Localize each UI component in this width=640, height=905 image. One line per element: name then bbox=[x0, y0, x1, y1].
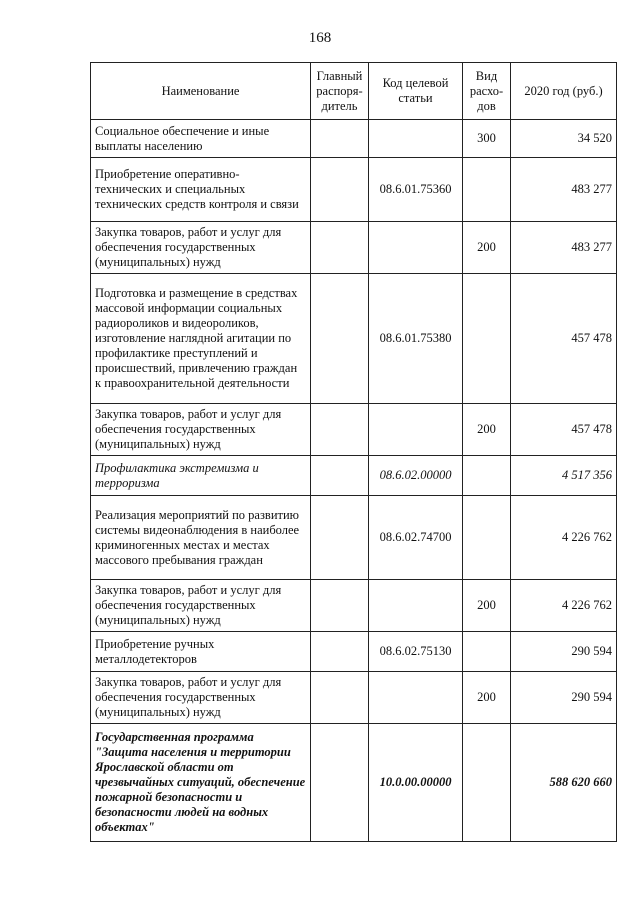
table-row bbox=[91, 724, 617, 842]
row-manager-cell bbox=[311, 274, 369, 404]
row-name-cell: Профилактика экстремизма и терроризма bbox=[91, 456, 311, 496]
header-name: Наименование bbox=[91, 63, 311, 120]
row-manager-cell bbox=[311, 456, 369, 496]
row-amount-cell: 34 520 bbox=[511, 120, 617, 158]
table-body bbox=[91, 120, 617, 842]
page-number: 168 bbox=[308, 30, 332, 46]
row-name-cell: Подготовка и размещение в средствах массовой информации социальных радиороликов и видеороликов, изготовление наглядной агитации по профилактике преступлений и происшествий, привлечению граждан к правоохранительной деятельности bbox=[91, 274, 311, 404]
row-expense-type-cell bbox=[463, 496, 511, 580]
row-expense-type-cell: 200 bbox=[463, 672, 511, 724]
row-manager-cell bbox=[311, 404, 369, 456]
row-amount-cell: 457 478 bbox=[511, 404, 617, 456]
row-amount-cell: 4 226 762 bbox=[511, 580, 617, 632]
budget-table bbox=[90, 62, 617, 842]
row-name-cell: Закупка товаров, работ и услуг для обеспечения государственных (муниципальных) нужд bbox=[91, 580, 311, 632]
row-manager-cell bbox=[311, 496, 369, 580]
header-manager: Главный распоря-дитель bbox=[311, 63, 369, 120]
row-amount-cell: 4 517 356 bbox=[511, 456, 617, 496]
table-header-row bbox=[91, 63, 617, 120]
row-amount-cell: 483 277 bbox=[511, 158, 617, 222]
table-row bbox=[91, 456, 617, 496]
row-amount-cell: 290 594 bbox=[511, 672, 617, 724]
row-expense-type-cell bbox=[463, 724, 511, 842]
row-manager-cell bbox=[311, 158, 369, 222]
table-row bbox=[91, 274, 617, 404]
row-code-cell: 08.6.02.75130 bbox=[369, 632, 463, 672]
row-code-cell: 08.6.01.75360 bbox=[369, 158, 463, 222]
header-expense-type: Вид расхо-дов bbox=[463, 63, 511, 120]
row-code-cell bbox=[369, 580, 463, 632]
row-expense-type-cell bbox=[463, 456, 511, 496]
row-code-cell: 08.6.02.74700 bbox=[369, 496, 463, 580]
table-row bbox=[91, 120, 617, 158]
row-code-cell: 10.0.00.00000 bbox=[369, 724, 463, 842]
row-manager-cell bbox=[311, 580, 369, 632]
row-code-cell bbox=[369, 222, 463, 274]
table-row bbox=[91, 580, 617, 632]
row-amount-cell: 4 226 762 bbox=[511, 496, 617, 580]
row-manager-cell bbox=[311, 672, 369, 724]
row-name-cell: Приобретение ручных металлодетекторов bbox=[91, 632, 311, 672]
row-expense-type-cell bbox=[463, 274, 511, 404]
table-row bbox=[91, 672, 617, 724]
row-name-cell: Закупка товаров, работ и услуг для обеспечения государственных (муниципальных) нужд bbox=[91, 404, 311, 456]
row-expense-type-cell: 200 bbox=[463, 404, 511, 456]
row-manager-cell bbox=[311, 222, 369, 274]
row-code-cell bbox=[369, 404, 463, 456]
row-amount-cell: 588 620 660 bbox=[511, 724, 617, 842]
row-code-cell: 08.6.01.75380 bbox=[369, 274, 463, 404]
row-code-cell bbox=[369, 120, 463, 158]
row-name-cell: Реализация мероприятий по развитию системы видеонаблюдения в наиболее криминогенных местах и местах массового пребывания граждан bbox=[91, 496, 311, 580]
row-name-cell: Государственная программа "Защита населения и территории Ярославской области от чрезвычайных ситуаций, обеспечение пожарной безопасности и безопасности людей на водных объектах" bbox=[91, 724, 311, 842]
table-row bbox=[91, 404, 617, 456]
row-amount-cell: 290 594 bbox=[511, 632, 617, 672]
row-name-cell: Социальное обеспечение и иные выплаты населению bbox=[91, 120, 311, 158]
header-amount-2020: 2020 год (руб.) bbox=[511, 63, 617, 120]
table-row bbox=[91, 222, 617, 274]
row-name-cell: Закупка товаров, работ и услуг для обеспечения государственных (муниципальных) нужд bbox=[91, 222, 311, 274]
row-manager-cell bbox=[311, 724, 369, 842]
table-row bbox=[91, 632, 617, 672]
row-expense-type-cell bbox=[463, 158, 511, 222]
row-expense-type-cell: 200 bbox=[463, 222, 511, 274]
header-code: Код целевой статьи bbox=[369, 63, 463, 120]
row-amount-cell: 457 478 bbox=[511, 274, 617, 404]
row-manager-cell bbox=[311, 632, 369, 672]
row-manager-cell bbox=[311, 120, 369, 158]
row-expense-type-cell: 300 bbox=[463, 120, 511, 158]
row-expense-type-cell: 200 bbox=[463, 580, 511, 632]
row-code-cell bbox=[369, 672, 463, 724]
row-amount-cell: 483 277 bbox=[511, 222, 617, 274]
table-row bbox=[91, 158, 617, 222]
row-name-cell: Закупка товаров, работ и услуг для обеспечения государственных (муниципальных) нужд bbox=[91, 672, 311, 724]
table-row bbox=[91, 496, 617, 580]
row-code-cell: 08.6.02.00000 bbox=[369, 456, 463, 496]
row-expense-type-cell bbox=[463, 632, 511, 672]
row-name-cell: Приобретение оперативно-технических и специальных технических средств контроля и связи bbox=[91, 158, 311, 222]
